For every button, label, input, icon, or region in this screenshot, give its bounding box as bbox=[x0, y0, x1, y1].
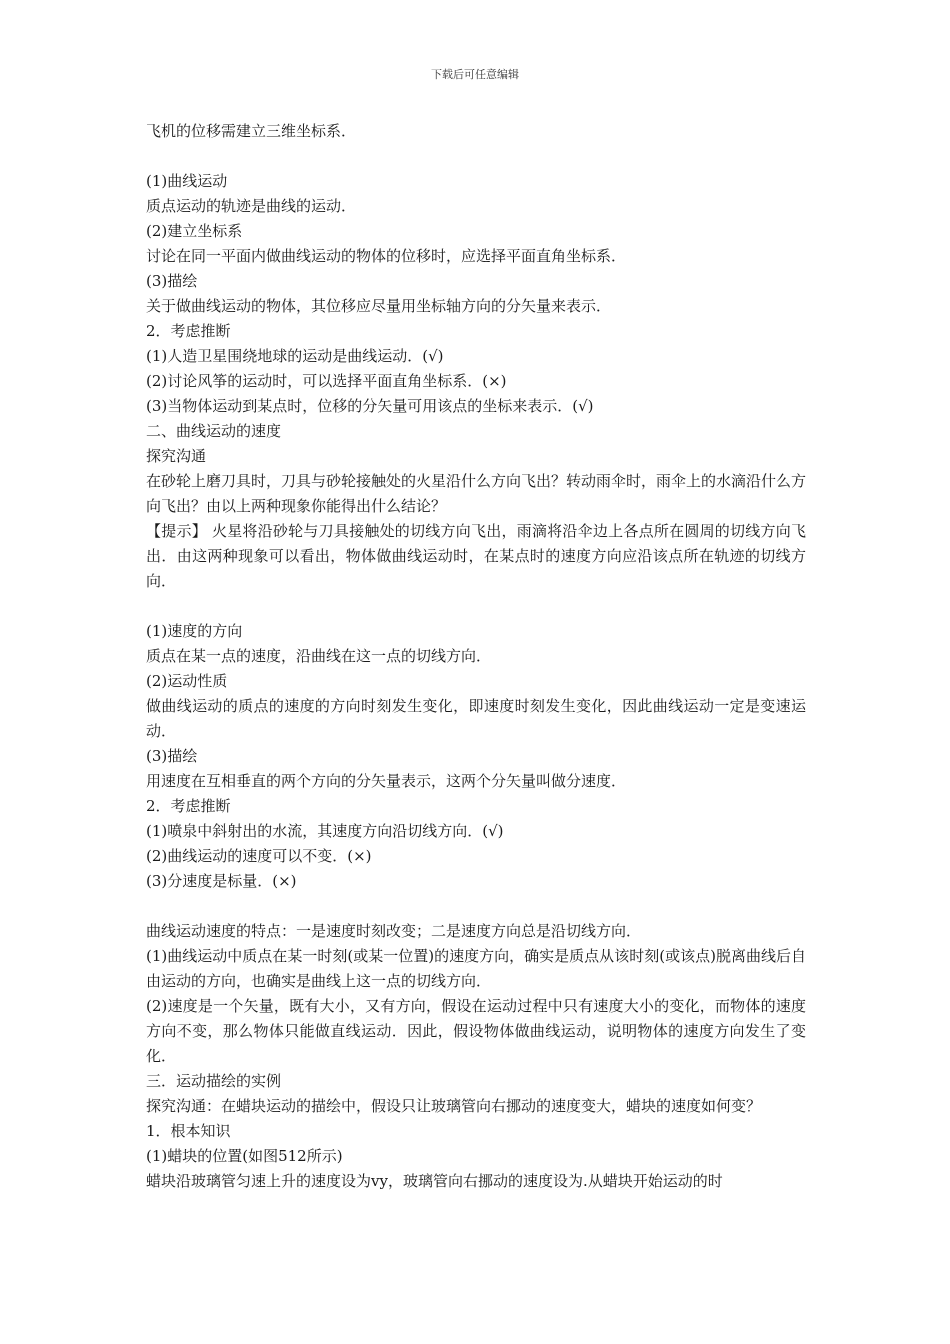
text-line: (3)描绘 bbox=[146, 747, 198, 765]
text-line: 在砂轮上磨刀具时，刀具与砂轮接触处的火星沿什么方向飞出？转动雨伞时，雨伞上的水滴沿什么方向飞出？由以上两种现象你能得出什么结论？ bbox=[146, 472, 807, 515]
text-line: (1)速度的方向 bbox=[146, 622, 243, 640]
text-line: 1．根本知识 bbox=[146, 1122, 231, 1140]
page-header: 下载后可任意编辑 bbox=[431, 68, 519, 81]
text-line: (2)讨论风筝的运动时，可以选择平面直角坐标系．(×) bbox=[146, 372, 507, 390]
text-line: (3)分速度是标量．(×) bbox=[146, 872, 297, 890]
text-line: (1)曲线运动中质点在某一时刻(或某一位置)的速度方向，确实是质点从该时刻(或该点)脱离曲线后自由运动的方向，也确实是曲线上这一点的切线方向． bbox=[146, 947, 806, 990]
document-body bbox=[146, 119, 806, 1194]
text-line: (2)速度是一个矢量，既有大小，又有方向，假设在运动过程中只有速度大小的变化，而物体的速度方向不变，那么物体只能做直线运动．因此，假设物体做曲线运动，说明物体的速度方向发生了变化． bbox=[146, 997, 806, 1065]
text-line: 关于做曲线运动的物体，其位移应尽量用坐标轴方向的分矢量来表示． bbox=[146, 297, 612, 315]
text-line: (2)建立坐标系 bbox=[146, 222, 243, 240]
text-line: 蜡块沿玻璃管匀速上升的速度设为vy，玻璃管向右挪动的速度设为.从蜡块开始运动的时 bbox=[146, 1172, 723, 1190]
text-line: (1)蜡块的位置(如图512所示) bbox=[146, 1147, 343, 1165]
text-line: 【提示】 火星将沿砂轮与刀具接触处的切线方向飞出，雨滴将沿伞边上各点所在圆周的切线方向飞出．由这两种现象可以看出，物体做曲线运动时，在某点时的速度方向应沿该点所在轨迹的切线方向． bbox=[146, 522, 806, 590]
text-line: 2．考虑推断 bbox=[146, 322, 231, 340]
text-line: 二、曲线运动的速度 bbox=[146, 422, 282, 440]
text-line: (3)当物体运动到某点时，位移的分矢量可用该点的坐标来表示．(√) bbox=[146, 397, 594, 415]
text-line: 曲线运动速度的特点：一是速度时刻改变；二是速度方向总是沿切线方向． bbox=[146, 922, 642, 940]
text-line: (2)曲线运动的速度可以不变．(×) bbox=[146, 847, 372, 865]
text-line: 做曲线运动的质点的速度的方向时刻发生变化，即速度时刻发生变化，因此曲线运动一定是变速运动． bbox=[146, 697, 806, 740]
text-line: 用速度在互相垂直的两个方向的分矢量表示，这两个分矢量叫做分速度． bbox=[146, 772, 627, 790]
text-line: (1)人造卫星围绕地球的运动是曲线运动．(√) bbox=[146, 347, 444, 365]
text-line: 2．考虑推断 bbox=[146, 797, 231, 815]
text-line: 三．运动描绘的实例 bbox=[146, 1072, 282, 1090]
paragraph-gap bbox=[146, 594, 806, 619]
paragraph-gap bbox=[146, 144, 806, 169]
text-line: (1)曲线运动 bbox=[146, 172, 228, 190]
paragraph-gap bbox=[146, 894, 806, 919]
text-line: (3)描绘 bbox=[146, 272, 198, 290]
text-line: (2)运动性质 bbox=[146, 672, 228, 690]
text-line: 讨论在同一平面内做曲线运动的物体的位移时，应选择平面直角坐标系． bbox=[146, 247, 627, 265]
text-line: 质点在某一点的速度，沿曲线在这一点的切线方向． bbox=[146, 647, 492, 665]
text-line: 探究沟通：在蜡块运动的描绘中，假设只让玻璃管向右挪动的速度变大，蜡块的速度如何变？ bbox=[146, 1097, 762, 1115]
text-line: (1)喷泉中斜射出的水流，其速度方向沿切线方向．(√) bbox=[146, 822, 504, 840]
text-line: 飞机的位移需建立三维坐标系． bbox=[146, 122, 357, 140]
text-line: 探究沟通 bbox=[146, 447, 207, 465]
text-line: 质点运动的轨迹是曲线的运动． bbox=[146, 197, 357, 215]
